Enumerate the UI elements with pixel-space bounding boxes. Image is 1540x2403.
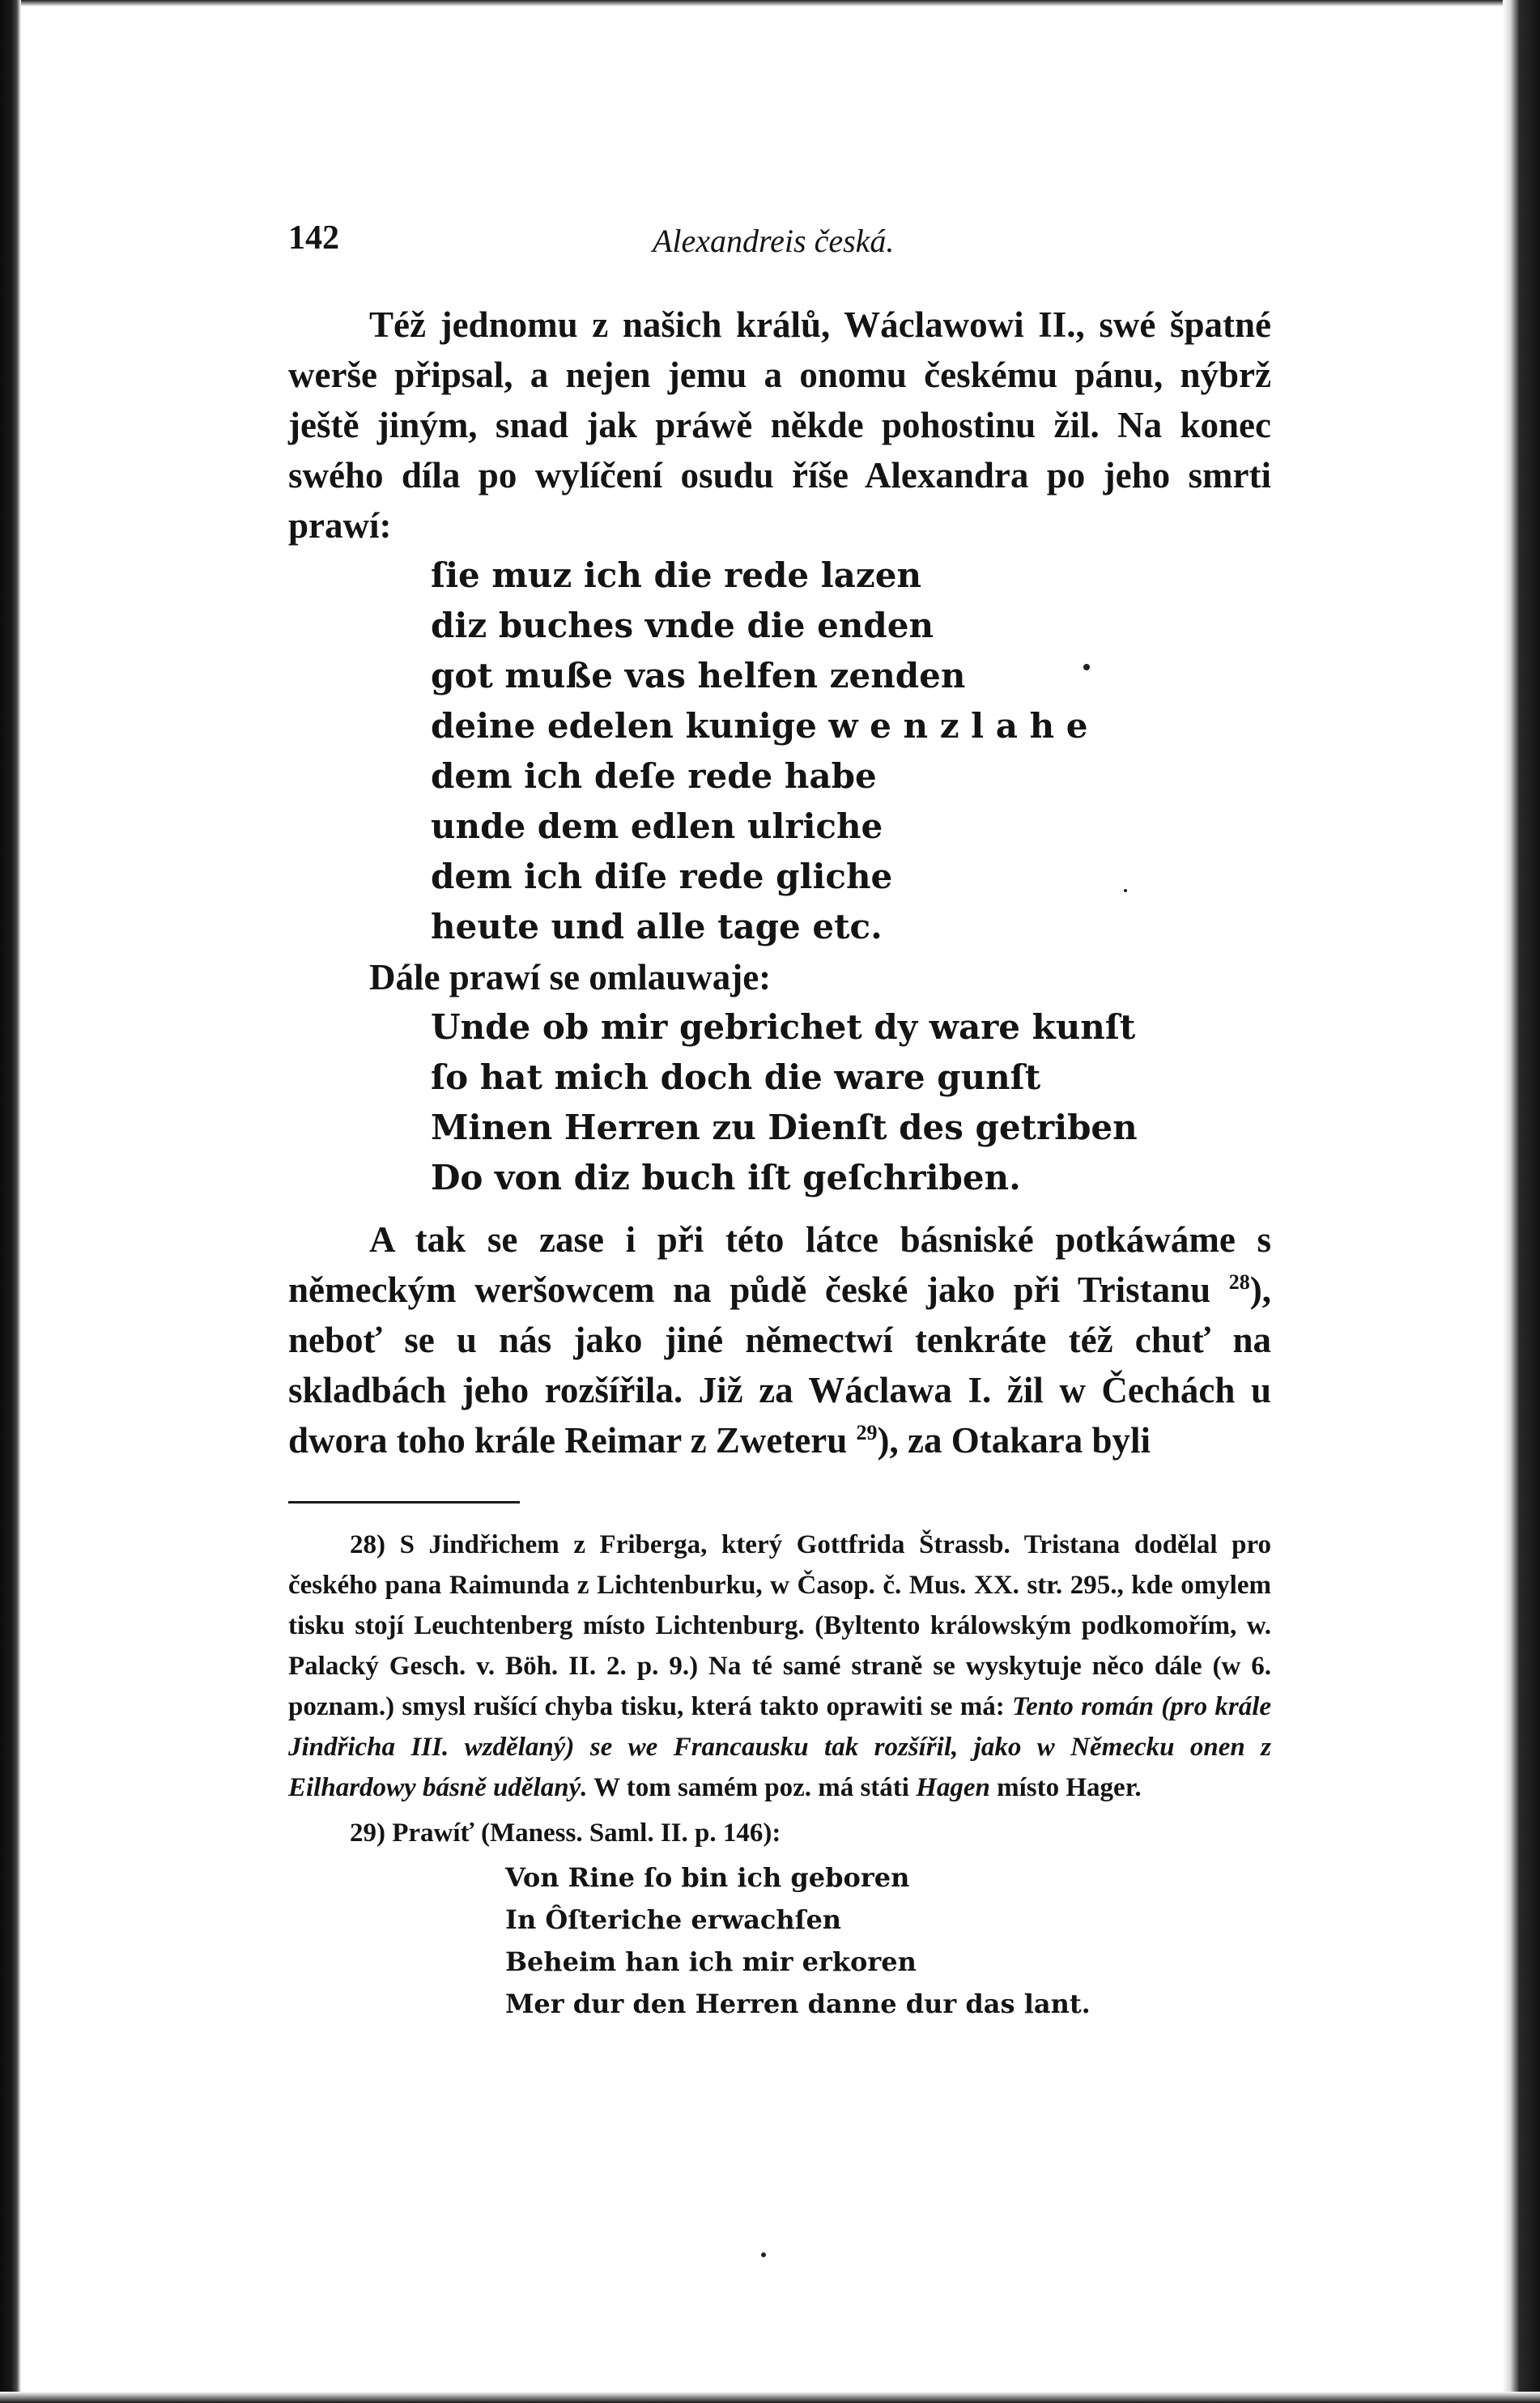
- verse-line: Minen Herren zu Dienſt des getriben: [431, 1108, 1138, 1147]
- paragraph-2-text: A tak se zase i při této látce básniské potkáwáme s německým weršowcem na půdě české jako při Tristanu: [288, 1219, 1271, 1310]
- verse-intro: Dále prawí se omlauwaje:: [369, 957, 772, 997]
- footnote-28-text: S Jindřichem z Friberga, který Gottfrida Štrassb. Tristana dodělal pro českého pana Raimunda z Lichtenburku, w Časop. č. Mus. XX. str. 295., kde omylem tisku stojí Leuchtenberg místo Lichtenburg. (Byltento králowským podkomořím, w. Palacký Gesch. v. Böh. II. 2. p. 9.) Na té samé straně se wyskytuje něco dále (w 6. poznam.) smysl rušící chyba tisku, která takto oprawiti se má:: [288, 1530, 1271, 1721]
- footnote-verse-line: Mer dur den Herren danne dur das lant.: [505, 1988, 1091, 2019]
- footnote-verse-line: Beheim han ich mir erkoren: [505, 1946, 917, 1977]
- footnote-29-text: Prawíť (Maness. Saml. II. p. 146):: [392, 1818, 781, 1848]
- footnote-28-italic: Tento román (pro krále Jindřicha III. wzdělaný) se we Francausku tak rozšířil, jako w Německu onen z Eilhardowy básně udělaný.: [288, 1692, 1272, 1802]
- verse-block-2: [288, 1002, 1271, 1203]
- footnote-29: [288, 1813, 1271, 1853]
- footnote-29-verse: [288, 1856, 1271, 2025]
- paragraph-1: Též jednomu z našich králů, Wáclawowi II., swé špatné werše připsal, a nejen jemu a onomu českému pánu, nýbrž ještě jiným, snad jak práwě někde pohostinu žil. Na konec swého díla po wylíčení osudu říše Alexandra po jeho smrti prawí:: [288, 304, 1271, 546]
- running-title: Alexandreis česká.: [653, 223, 895, 259]
- scan-edge-left: [0, 0, 21, 2403]
- verse-line: ſie muz ich die rede lazen: [431, 555, 922, 595]
- footnote-28-end: místo Hager.: [997, 1773, 1142, 1802]
- verse-line: deine edelen kunige w e n z l a h e: [431, 706, 1088, 746]
- scan-edge-right: [1503, 0, 1540, 2403]
- footnote-29-number: 29): [350, 1818, 385, 1848]
- verse-line: ſo hat mich doch die ware gunſt: [431, 1057, 1041, 1097]
- footnote-28-number: 28): [350, 1530, 385, 1559]
- footnote-28-hagen: Hagen: [916, 1773, 990, 1802]
- verse-line: Do von diz buch iſt geſchriben.: [431, 1158, 1021, 1197]
- footnote-28-tail: W tom samém poz. má státi: [593, 1773, 909, 1802]
- verse-line: got muße vas helfen zenden: [431, 656, 966, 695]
- footnote-ref-28[interactable]: 28: [1228, 1270, 1250, 1294]
- scan-edge-top: [0, 0, 1540, 6]
- footnote-ref-29[interactable]: 29: [856, 1421, 878, 1444]
- paragraph-2-text-c: , za Otakara byli: [889, 1420, 1151, 1461]
- scan-speck: [761, 2252, 766, 2257]
- verse-line: dem ich diſe rede gliche: [431, 857, 893, 896]
- footnote-28: [288, 1525, 1271, 1808]
- paragraph-2: A tak se zase i při této látce básniské potkáwáme s německým weršowcem na půdě české jako při Tristanu $^{28}$), neboť se u nás jako jiné němectwí tenkráte též chuť na skladbách jeho rozšířila. Již za Wáclawa I. žil w Čechách u dwora toho krále Reimar z Zweteru $^{29}$), za Otakara byli: [288, 1219, 1271, 1461]
- verse-block-1: [288, 551, 1271, 952]
- footnote-rule: [288, 1501, 520, 1503]
- page-number: 142: [288, 219, 339, 257]
- verse-line: diz buches vnde die enden: [431, 606, 934, 645]
- verse-line: heute und alle tage etc.: [431, 907, 883, 946]
- footnote-verse-line: Von Rine ſo bin ich geboren: [505, 1862, 910, 1893]
- running-head: [288, 219, 1271, 275]
- paragraph-2-text-b: , neboť se u nás jako jiné němectwí tenkráte též chuť na skladbách jeho rozšířila. Již za Wáclawa I. žil w Čechách u dwora toho krále Reimar z Zweteru: [288, 1270, 1271, 1461]
- verse-line: unde dem edlen ulriche: [431, 806, 883, 846]
- verse-line: dem ich deſe rede habe: [431, 756, 877, 796]
- book-page: [288, 219, 1271, 2025]
- scan-edge-bottom: [0, 2392, 1540, 2403]
- footnote-verse-line: In Ôſteriche erwachſen: [505, 1904, 842, 1935]
- verse-line: Unde ob mir gebrichet dy ware kunſt: [431, 1007, 1136, 1047]
